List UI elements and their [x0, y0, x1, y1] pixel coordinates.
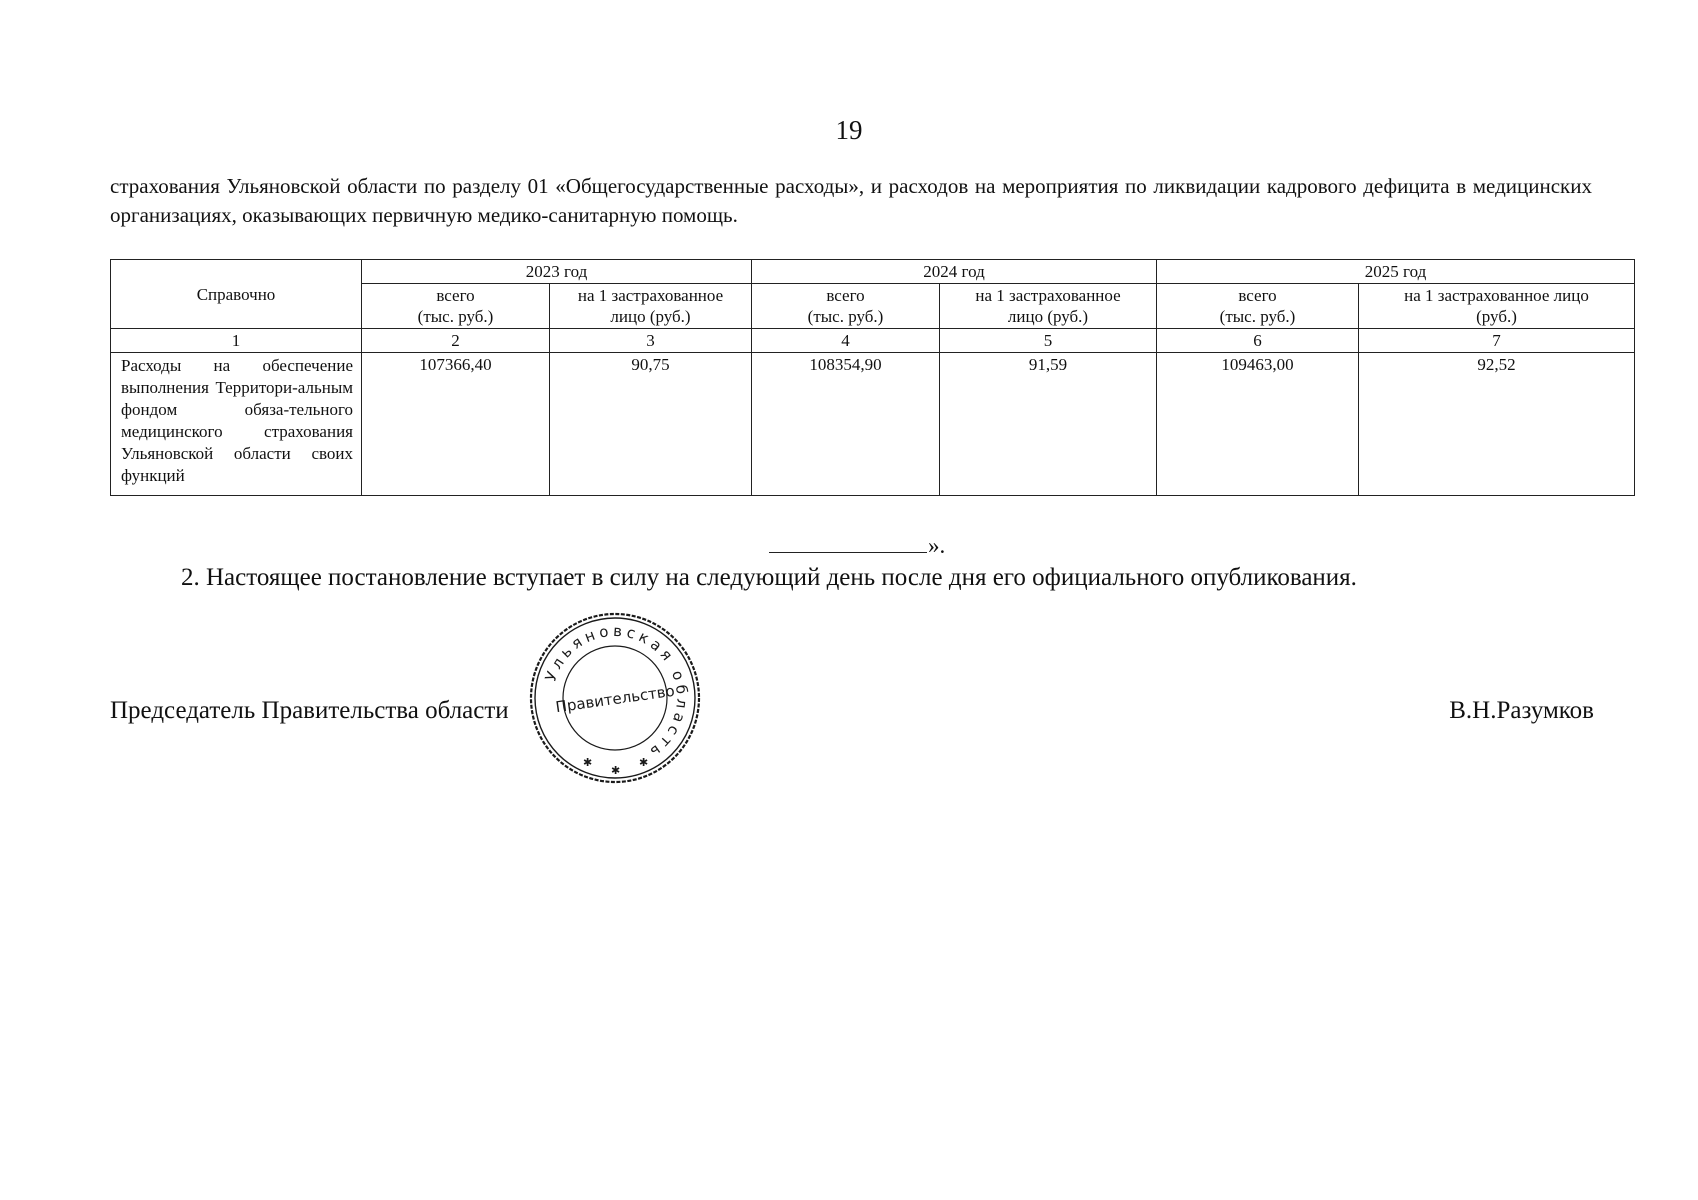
column-number: 6 — [1157, 329, 1359, 353]
closing-quote — [769, 533, 945, 559]
sub-header-cell — [940, 284, 1157, 329]
page-number: 19 — [835, 115, 863, 145]
year-header-2024: 2024 год — [752, 260, 1157, 284]
sub-header-line1: всего — [826, 286, 865, 305]
column-number-row — [111, 329, 1635, 353]
sub-header-line1: на 1 застрахованное — [577, 286, 724, 305]
sub-header-line2: (тыс. руб.) — [807, 307, 884, 326]
row-header-cell: Справочно — [111, 260, 362, 329]
value-cell: 91,59 — [940, 353, 1157, 496]
closing-quote-mark: ». — [928, 533, 946, 558]
sub-header-line1: на 1 застрахованное лицо — [1404, 286, 1589, 305]
official-seal — [525, 608, 705, 788]
seal-star-icon: ✱ — [583, 757, 593, 769]
value-cell: 92,52 — [1359, 353, 1635, 496]
sub-header-cell — [1359, 284, 1635, 329]
intro-paragraph: страхования Ульяновской области по разделу 01 «Общегосударственные расходы», и расходов на мероприятия по ликвидации кадрового дефицита в медицинских организациях, оказывающих первичную медико-санитарную помощь. — [110, 174, 1592, 227]
year-header-2025: 2025 год — [1157, 260, 1635, 284]
sub-header-cell — [362, 284, 550, 329]
sub-header-cell — [550, 284, 752, 329]
column-number: 1 — [111, 329, 362, 353]
value-cell: 107366,40 — [362, 353, 550, 496]
sub-header-cell — [752, 284, 940, 329]
row-label: Расходы на обеспечение выполнения Территори-альным фондом обяза-тельного медицинского страхования Ульяновской области своих функций — [111, 353, 362, 496]
sub-header-line2: (тыс. руб.) — [1219, 307, 1296, 326]
sub-header-line1: на 1 застрахованное — [975, 286, 1121, 305]
reference-table — [110, 259, 1635, 496]
value-cell: 109463,00 — [1157, 353, 1359, 496]
year-header-2023: 2023 год — [362, 260, 752, 284]
signature-name: В.Н.Разумков — [1449, 697, 1594, 724]
value-cell: 108354,90 — [752, 353, 940, 496]
value-cell: 90,75 — [550, 353, 752, 496]
sub-header-line2: лицо (руб.) — [610, 307, 691, 326]
sub-header-line1: всего — [1238, 286, 1277, 305]
seal-star-icon: ✱ — [611, 765, 621, 777]
sub-header-line2: (руб.) — [1476, 307, 1517, 326]
sub-header-line2: лицо (руб.) — [1007, 307, 1089, 326]
closing-underline — [769, 552, 927, 553]
seal-star-icon: ✱ — [639, 757, 649, 769]
column-number: 3 — [550, 329, 752, 353]
seal-ring-text: Ульяновская область — [541, 621, 692, 764]
clause-2: 2. Настоящее постановление вступает в силу на следующий день после дня его официального опубликования. — [181, 564, 1357, 591]
signature-title: Председатель Правительства области — [110, 697, 509, 724]
column-number: 4 — [752, 329, 940, 353]
sub-header-line1: всего — [436, 286, 475, 305]
year-header-row — [111, 260, 1635, 284]
column-number: 7 — [1359, 329, 1635, 353]
sub-header-cell — [1157, 284, 1359, 329]
table-row — [111, 353, 1635, 496]
seal-center-text: Правительство — [554, 681, 676, 717]
column-number: 5 — [940, 329, 1157, 353]
seal-stamp — [525, 608, 705, 788]
sub-header-line2: (тыс. руб.) — [417, 307, 494, 326]
column-number: 2 — [362, 329, 550, 353]
